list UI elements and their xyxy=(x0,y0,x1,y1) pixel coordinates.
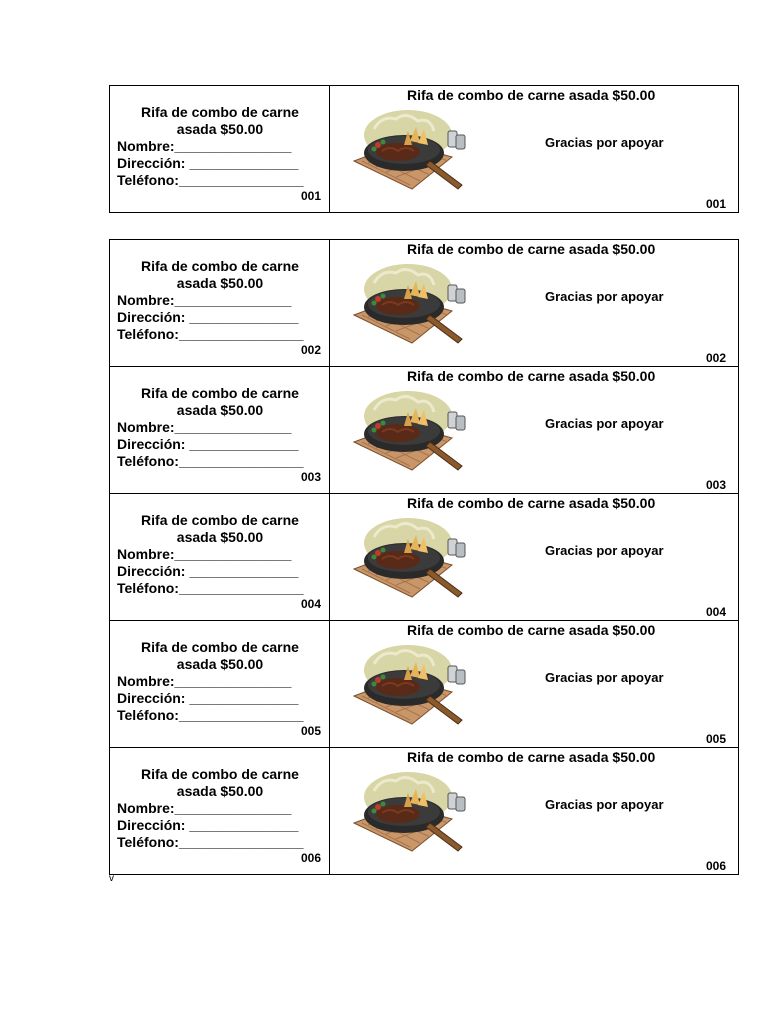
name-field: Nombre:_______________ xyxy=(117,292,292,308)
ticket-title: Rifa de combo de carne asada $50.00 xyxy=(407,495,656,511)
ticket-block-single xyxy=(109,85,739,213)
steak-skillet-icon xyxy=(352,513,476,605)
raffle-ticket xyxy=(110,620,738,747)
stub-title-line2: asada $50.00 xyxy=(176,275,264,291)
ticket-block-sheet xyxy=(109,239,739,875)
stub-ticket-number: 006 xyxy=(300,851,321,865)
ticket-stub xyxy=(110,367,330,493)
stub-ticket-number: 001 xyxy=(300,189,321,203)
raffle-ticket xyxy=(110,493,738,620)
thanks-text: Gracias por apoyar xyxy=(545,289,664,304)
ticket-stub xyxy=(110,494,330,620)
stub-ticket-number: 002 xyxy=(300,343,321,357)
steak-skillet-icon xyxy=(352,767,476,859)
phone-field: Teléfono:________________ xyxy=(117,172,304,188)
stub-title-line1: Rifa de combo de carne xyxy=(141,512,299,528)
thanks-text: Gracias por apoyar xyxy=(545,670,664,685)
name-field: Nombre:_______________ xyxy=(117,419,292,435)
address-field: Dirección: ______________ xyxy=(117,155,299,171)
ticket-title: Rifa de combo de carne asada $50.00 xyxy=(407,87,656,103)
stub-title-line2: asada $50.00 xyxy=(176,402,264,418)
name-field: Nombre:_______________ xyxy=(117,546,292,562)
ticket-title: Rifa de combo de carne asada $50.00 xyxy=(407,241,656,257)
ticket-stub xyxy=(110,240,330,366)
raffle-ticket xyxy=(110,240,738,366)
stub-title-line2: asada $50.00 xyxy=(176,783,264,799)
phone-field: Teléfono:________________ xyxy=(117,580,304,596)
stub-title-line1: Rifa de combo de carne xyxy=(141,258,299,274)
ticket-main xyxy=(330,621,738,747)
main-ticket-number: 006 xyxy=(705,859,726,873)
ticket-title: Rifa de combo de carne asada $50.00 xyxy=(407,368,656,384)
steak-skillet-icon xyxy=(352,640,476,732)
address-field: Dirección: ______________ xyxy=(117,563,299,579)
address-field: Dirección: ______________ xyxy=(117,309,299,325)
stub-ticket-number: 003 xyxy=(300,470,321,484)
main-ticket-number: 005 xyxy=(705,732,726,746)
address-field: Dirección: ______________ xyxy=(117,817,299,833)
stub-title xyxy=(110,258,330,292)
steak-skillet-icon xyxy=(352,386,476,478)
name-field: Nombre:_______________ xyxy=(117,138,292,154)
address-field: Dirección: ______________ xyxy=(117,436,299,452)
ticket-stub xyxy=(110,748,330,874)
stub-ticket-number: 004 xyxy=(300,597,321,611)
name-field: Nombre:_______________ xyxy=(117,800,292,816)
stub-title xyxy=(110,385,330,419)
stub-ticket-number: 005 xyxy=(300,724,321,738)
stub-title-line2: asada $50.00 xyxy=(176,656,264,672)
phone-field: Teléfono:________________ xyxy=(117,834,304,850)
main-ticket-number: 001 xyxy=(705,197,726,211)
phone-field: Teléfono:________________ xyxy=(117,707,304,723)
main-ticket-number: 002 xyxy=(705,351,726,365)
stub-title-line1: Rifa de combo de carne xyxy=(141,104,299,120)
ticket-stub xyxy=(110,86,330,212)
stub-title xyxy=(110,766,330,800)
address-field: Dirección: ______________ xyxy=(117,690,299,706)
raffle-ticket xyxy=(110,86,738,212)
main-ticket-number: 003 xyxy=(705,478,726,492)
stub-title-line2: asada $50.00 xyxy=(176,529,264,545)
ticket-main xyxy=(330,367,738,493)
thanks-text: Gracias por apoyar xyxy=(545,543,664,558)
footnote-mark: v xyxy=(109,873,114,884)
name-field: Nombre:_______________ xyxy=(117,673,292,689)
phone-field: Teléfono:________________ xyxy=(117,326,304,342)
raffle-ticket xyxy=(110,747,738,874)
raffle-ticket xyxy=(110,366,738,493)
stub-title-line1: Rifa de combo de carne xyxy=(141,385,299,401)
ticket-main xyxy=(330,240,738,366)
stub-title-line1: Rifa de combo de carne xyxy=(141,766,299,782)
ticket-main xyxy=(330,86,738,212)
stub-title-line2: asada $50.00 xyxy=(176,121,264,137)
ticket-stub xyxy=(110,621,330,747)
thanks-text: Gracias por apoyar xyxy=(545,416,664,431)
stub-title xyxy=(110,639,330,673)
stub-title xyxy=(110,512,330,546)
thanks-text: Gracias por apoyar xyxy=(545,135,664,150)
ticket-title: Rifa de combo de carne asada $50.00 xyxy=(407,749,656,765)
thanks-text: Gracias por apoyar xyxy=(545,797,664,812)
steak-skillet-icon xyxy=(352,105,476,197)
ticket-main xyxy=(330,494,738,620)
phone-field: Teléfono:________________ xyxy=(117,453,304,469)
steak-skillet-icon xyxy=(352,259,476,351)
stub-title-line1: Rifa de combo de carne xyxy=(141,639,299,655)
stub-title xyxy=(110,104,330,138)
main-ticket-number: 004 xyxy=(705,605,726,619)
ticket-main xyxy=(330,748,738,874)
ticket-title: Rifa de combo de carne asada $50.00 xyxy=(407,622,656,638)
